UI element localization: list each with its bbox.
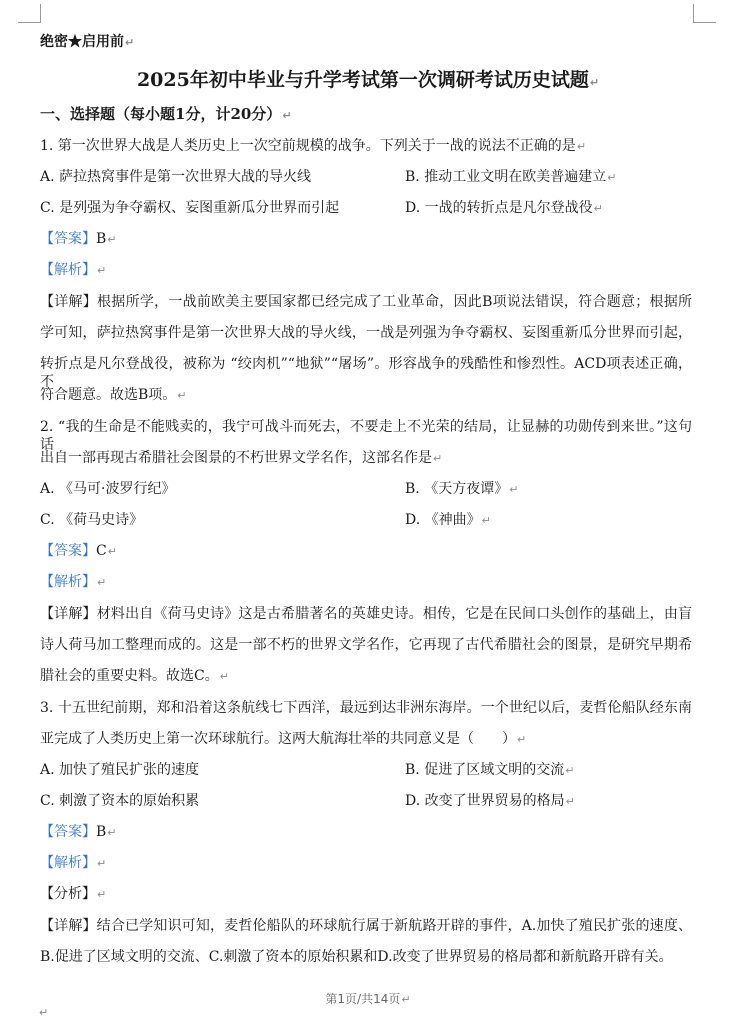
q1-detail-line-2: 学可知，萨拉热窝事件是第一次世界大战的导火线，一战是列强为争夺霸权、妄图重新瓜分世界而引起，	[40, 325, 692, 341]
question-3-options-row-2	[40, 792, 692, 810]
q3-fenxi-label: 【分析】↵	[40, 886, 107, 902]
q2-option-c: C. 《荷马史诗》	[40, 512, 144, 528]
q1-option-a: A. 萨拉热窝事件是第一次世界大战的导火线	[40, 169, 312, 185]
q2-analysis-label: 【解析】↵	[40, 574, 107, 590]
crop-mark-top-left	[18, 4, 41, 23]
page-footer: 第1页/共14页↵	[325, 992, 411, 1006]
q1-option-b: B. 推动工业文明在欧美普遍建立↵	[405, 169, 617, 185]
question-2-stem-line-1: 2. “我的生命是不能贱卖的，我宁可战斗而死去，不要走上不光荣的结局，让显赫的功勋传到来世。”这句话	[40, 419, 692, 453]
q2-detail-line-1: 【详解】材料出自《荷马史诗》这是古希腊著名的英雄史诗。相传，它是在民间口头创作的基础上，由盲	[40, 606, 693, 622]
paragraph-mark-icon: ↵	[125, 36, 135, 49]
question-3-options-row-1	[40, 761, 692, 779]
q3-option-d: D. 改变了世界贸易的格局↵	[405, 793, 575, 809]
q3-option-a: A. 加快了殖民扩张的速度	[40, 762, 200, 778]
question-1-options-row-2	[40, 199, 692, 217]
question-1-options-row-1	[40, 168, 692, 186]
q2-option-a: A. 《马可·波罗行纪》	[40, 481, 176, 497]
page-title: 2025年初中毕业与升学考试第一次调研考试历史试题↵	[136, 69, 600, 91]
q3-analysis-label: 【解析】↵	[40, 855, 107, 871]
question-3-stem-line-1: 3. 十五世纪前期，郑和沿着这条航线七下西洋，最远到达非洲东海岸。一个世纪以后，麦哲伦船队经东南	[40, 700, 692, 716]
q3-answer: 【答案】B↵	[40, 824, 117, 840]
paragraph-mark-icon: ↵	[39, 1006, 49, 1019]
question-1-stem: 1. 第一次世界大战是人类历史上一次空前规模的战争。下列关于一战的说法不正确的是↵	[40, 138, 587, 154]
q3-option-c: C. 刺激了资本的原始积累	[40, 793, 200, 809]
question-2-stem-line-2: 出自一部再现古希腊社会图景的不朽世界文学名作，这部名作是↵	[40, 450, 443, 466]
q2-answer: 【答案】C↵	[40, 543, 117, 559]
q1-answer: 【答案】B↵	[40, 231, 117, 247]
question-2-options-row-1	[40, 480, 692, 498]
q1-detail-line-3: 转折点是凡尔登战役，被称为 “绞肉机”“地狱”“屠场”。形容战争的残酷性和惨烈性。ACD项表述正确，不	[40, 356, 692, 390]
paragraph-mark-icon: ↵	[576, 140, 587, 153]
q1-option-c: C. 是列强为争夺霸权、妄图重新瓜分世界而引起	[40, 200, 340, 216]
crop-mark-top-right	[693, 4, 716, 23]
q1-detail-line-1: 【详解】根据所学，一战前欧美主要国家都已经完成了工业革命，因此B项说法错误，符合题意；根据所	[40, 294, 692, 310]
q1-analysis-label: 【解析】↵	[40, 262, 107, 278]
q2-option-d: D. 《神曲》↵	[405, 512, 491, 528]
paragraph-mark-icon: ↵	[589, 76, 600, 89]
q2-option-b: B. 《天方夜谭》↵	[405, 481, 519, 497]
q1-detail-line-4: 符合题意。故选B项。↵	[40, 387, 187, 403]
q2-detail-line-2: 诗人荷马加工整理而成的。这是一部不朽的世界文学名作，它再现了古代希腊社会的图景，是研究早期希	[40, 637, 692, 653]
q3-detail-line-1: 【详解】结合已学知识可知，麦哲伦船队的环球航行属于新航路开辟的事件，A.加快了殖民扩张的速度、	[40, 918, 693, 934]
q1-option-d: D. 一战的转折点是凡尔登战役↵	[405, 200, 603, 216]
q3-detail-line-2: B.促进了区域文明的交流、C.刺激了资本的原始积累和D.改变了世界贸易的格局都和新航路开辟有关。	[40, 949, 673, 965]
question-3-stem-line-2: 亚完成了人类历史上第一次环球航行。这两大航海壮举的共同意义是（ ）↵	[40, 731, 527, 747]
q2-detail-line-3: 腊社会的重要史料。故选C。↵	[40, 668, 229, 684]
secret-label: 绝密★启用前↵	[40, 34, 135, 50]
section-heading: 一、选择题（每小题1分，计20分）↵	[40, 105, 292, 123]
q3-option-b: B. 促进了区域文明的交流↵	[405, 762, 575, 778]
question-2-options-row-2	[40, 511, 692, 529]
paragraph-mark-icon: ↵	[282, 109, 292, 122]
